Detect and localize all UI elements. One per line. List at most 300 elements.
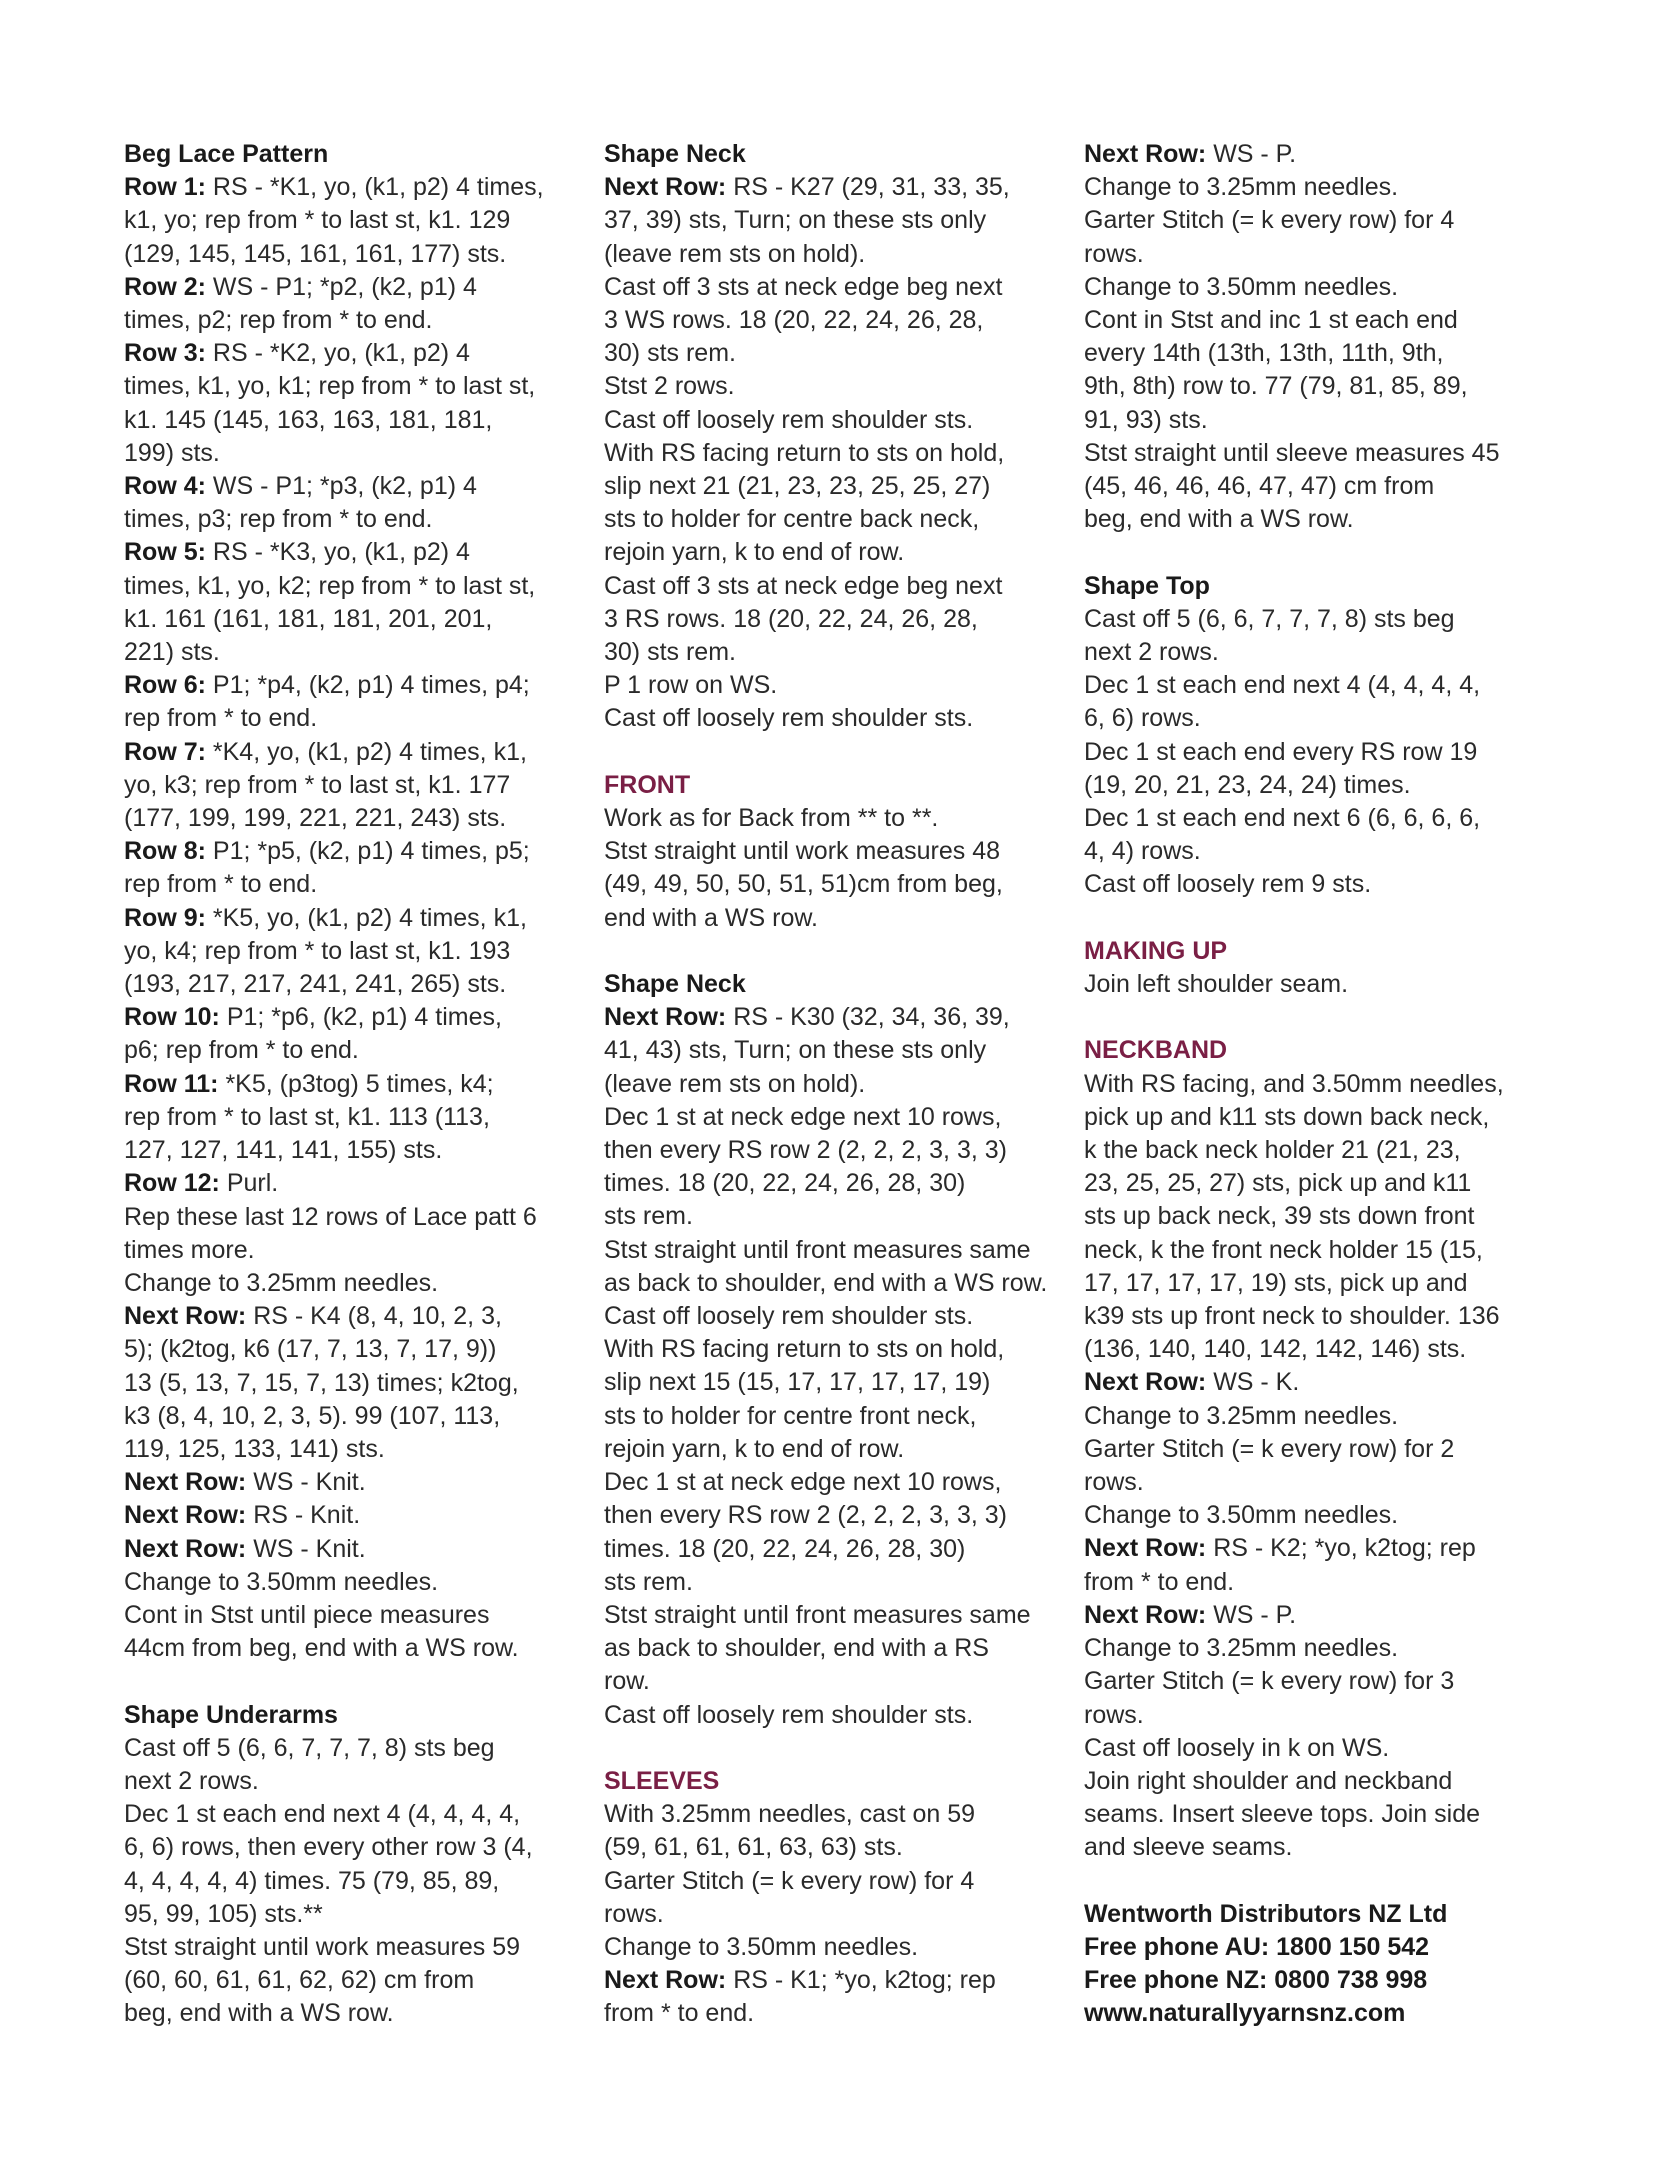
instruction-line	[124, 1599, 590, 1632]
row-text: Stst straight until sleeve measures 45	[1084, 438, 1500, 467]
row-label: Next Row:	[604, 1003, 727, 1032]
instruction-line	[1084, 669, 1550, 702]
spacer	[604, 736, 1070, 769]
row-label: Row 1:	[124, 173, 206, 202]
spacer	[1084, 902, 1550, 935]
instruction-line	[604, 1997, 1070, 2030]
instruction-line	[604, 1134, 1070, 1167]
instruction-line	[604, 238, 1070, 271]
row-text: Garter Stitch (= k every row) for 3	[1084, 1667, 1455, 1696]
row-text: 119, 125, 133, 141) sts.	[124, 1434, 385, 1463]
row-text: sts to holder for centre back neck,	[604, 505, 980, 534]
row-text: *K5, (p3tog) 5 times, k4;	[225, 1069, 494, 1098]
row-text: Dec 1 st at neck edge next 10 rows,	[604, 1468, 1002, 1497]
row-text: With 3.25mm needles, cast on 59	[604, 1800, 976, 1829]
instruction-line	[604, 1433, 1070, 1466]
instruction-line	[124, 1068, 590, 1101]
row-label: Row 12:	[124, 1169, 220, 1198]
spacer	[1084, 1865, 1550, 1898]
row-label: Next Row:	[604, 173, 727, 202]
instruction-line	[604, 1699, 1070, 1732]
instruction-line	[604, 1566, 1070, 1599]
row-text: sts to holder for centre front neck,	[604, 1401, 977, 1430]
instruction-line	[1084, 1632, 1550, 1665]
row-text: beg, end with a WS row.	[1084, 505, 1354, 534]
row-text: RS - K27 (29, 31, 33, 35,	[733, 173, 1010, 202]
instruction-line	[604, 1931, 1070, 1964]
row-text: as back to shoulder, end with a WS row.	[604, 1268, 1048, 1297]
row-text: 199) sts.	[124, 438, 220, 467]
instruction-line	[124, 304, 590, 337]
instruction-line	[1084, 702, 1550, 735]
row-text: every 14th (13th, 13th, 11th, 9th,	[1084, 339, 1444, 368]
row-text: 41, 43) sts, Turn; on these sts only	[604, 1036, 987, 1065]
row-text: Garter Stitch (= k every row) for 2	[1084, 1434, 1455, 1463]
underarm-rows	[124, 1732, 590, 2031]
instruction-line	[604, 470, 1070, 503]
row-text: *K4, yo, (k1, p2) 4 times, k1,	[212, 737, 527, 766]
instruction-line	[604, 1200, 1070, 1233]
spacer	[124, 1665, 590, 1698]
instruction-line	[604, 1333, 1070, 1366]
row-text: (leave rem sts on hold).	[604, 239, 866, 268]
row-text: k3 (8, 4, 10, 2, 3, 5). 99 (107, 113,	[124, 1401, 501, 1430]
instruction-line	[604, 1001, 1070, 1034]
row-text: slip next 15 (15, 17, 17, 17, 17, 19)	[604, 1368, 991, 1397]
row-label: Row 11:	[124, 1069, 219, 1098]
instruction-line	[124, 736, 590, 769]
instruction-line	[124, 437, 590, 470]
row-label: Next Row:	[1084, 140, 1207, 168]
row-label: Next Row:	[1084, 1368, 1207, 1397]
row-text: WS - P.	[1213, 140, 1297, 168]
row-text: (177, 199, 199, 221, 221, 243) sts.	[124, 804, 507, 833]
row-text: rows.	[1084, 239, 1144, 268]
instruction-line	[604, 1068, 1070, 1101]
instruction-line	[124, 1865, 590, 1898]
row-text: With RS facing return to sts on hold,	[604, 1335, 1005, 1364]
row-text: Garter Stitch (= k every row) for 4	[604, 1866, 975, 1895]
row-text: neck, k the front neck holder 15 (15,	[1084, 1235, 1483, 1264]
row-text: k1. 161 (161, 181, 181, 201, 201,	[124, 604, 493, 633]
instruction-line	[604, 1234, 1070, 1267]
instruction-line	[1084, 1798, 1550, 1831]
row-text: rep from * to end.	[124, 704, 318, 733]
footer-website-link[interactable]: www.naturallyyarnsnz.com	[1084, 1999, 1406, 2028]
row-label: Next Row:	[604, 1966, 727, 1995]
row-text: Dec 1 st each end next 6 (6, 6, 6, 6,	[1084, 804, 1481, 833]
instruction-line	[604, 171, 1070, 204]
footer-phone-nz: Free phone NZ: 0800 738 998	[1084, 1966, 1428, 1995]
row-label: Row 7:	[124, 737, 206, 766]
row-text: P1; *p6, (k2, p1) 4 times,	[226, 1003, 502, 1032]
instruction-line	[604, 1400, 1070, 1433]
instruction-line	[124, 503, 590, 536]
row-text: RS - K30 (32, 34, 36, 39,	[733, 1003, 1010, 1032]
row-text: Work as for Back from ** to **.	[604, 804, 939, 833]
row-text: 30) sts rem.	[604, 339, 736, 368]
row-text: end with a WS row.	[604, 903, 818, 932]
instruction-line	[604, 1798, 1070, 1831]
instruction-line	[604, 1898, 1070, 1931]
row-label: Row 8:	[124, 837, 206, 866]
instruction-line	[124, 271, 590, 304]
row-text: 4, 4) rows.	[1084, 837, 1201, 866]
row-text: rep from * to end.	[124, 870, 318, 899]
row-text: and sleeve seams.	[1084, 1833, 1293, 1862]
instruction-line	[124, 238, 590, 271]
instruction-line	[1084, 736, 1550, 769]
row-text: (59, 61, 61, 61, 63, 63) sts.	[604, 1833, 903, 1862]
row-text: times more.	[124, 1235, 255, 1264]
row-text: Change to 3.25mm needles.	[1084, 173, 1399, 202]
instruction-line	[124, 570, 590, 603]
row-label: Row 6:	[124, 671, 206, 700]
row-text: next 2 rows.	[1084, 638, 1219, 667]
instruction-line	[1084, 171, 1550, 204]
row-text: Change to 3.50mm needles.	[1084, 1501, 1399, 1530]
instruction-line	[1084, 1665, 1550, 1698]
instruction-line	[604, 1167, 1070, 1200]
back-neck-rows	[604, 171, 1070, 735]
instruction-line	[1084, 636, 1550, 669]
footer-phone-au: Free phone AU: 1800 150 542	[1084, 1932, 1430, 1961]
row-text: RS - *K1, yo, (k1, p2) 4 times,	[212, 173, 544, 202]
row-text: Stst 2 rows.	[604, 372, 735, 401]
instruction-line	[1084, 204, 1550, 237]
instruction-line	[124, 1333, 590, 1366]
instruction-line	[124, 204, 590, 237]
instruction-line	[604, 1499, 1070, 1532]
row-text: 23, 25, 25, 27) sts, pick up and k11	[1084, 1169, 1472, 1198]
instruction-line	[124, 702, 590, 735]
instruction-line	[1084, 1831, 1550, 1864]
row-text: times, k1, yo, k1; rep from * to last st,	[124, 372, 536, 401]
instruction-line	[604, 404, 1070, 437]
row-text: as back to shoulder, end with a RS	[604, 1634, 989, 1663]
instruction-line	[124, 1566, 590, 1599]
heading-beg-lace-pattern: Beg Lace Pattern	[124, 140, 329, 168]
row-label: Next Row:	[124, 1534, 247, 1563]
row-text: rejoin yarn, k to end of row.	[604, 1434, 905, 1463]
heading-shape-neck-front: Shape Neck	[604, 970, 746, 999]
instruction-line	[1084, 1466, 1550, 1499]
row-text: k39 sts up front neck to shoulder. 136	[1084, 1302, 1500, 1331]
row-text: Change to 3.25mm needles.	[1084, 1401, 1399, 1430]
instruction-line	[604, 1267, 1070, 1300]
row-label: Next Row:	[1084, 1534, 1207, 1563]
row-label: Row 9:	[124, 903, 206, 932]
instruction-line	[1084, 304, 1550, 337]
sleeve-cont-rows	[1084, 138, 1550, 536]
row-text: 5); (k2tog, k6 (17, 7, 13, 7, 17, 9))	[124, 1335, 497, 1364]
instruction-line	[1084, 1433, 1550, 1466]
instruction-line	[1084, 1234, 1550, 1267]
instruction-line	[1084, 1134, 1550, 1167]
row-text: Change to 3.50mm needles.	[1084, 272, 1399, 301]
row-text: seams. Insert sleeve tops. Join side	[1084, 1800, 1481, 1829]
row-text: Join right shoulder and neckband	[1084, 1766, 1453, 1795]
row-text: times. 18 (20, 22, 24, 26, 28, 30)	[604, 1534, 966, 1563]
row-label: Next Row:	[124, 1468, 247, 1497]
row-text: times. 18 (20, 22, 24, 26, 28, 30)	[604, 1169, 966, 1198]
instruction-line	[604, 603, 1070, 636]
row-text: 17, 17, 17, 17, 19) sts, pick up and	[1084, 1268, 1468, 1297]
instruction-line	[124, 1101, 590, 1134]
instruction-line	[604, 437, 1070, 470]
row-text: Cast off loosely rem shoulder sts.	[604, 1700, 974, 1729]
row-text: 9th, 8th) row to. 77 (79, 81, 85, 89,	[1084, 372, 1468, 401]
row-text: Dec 1 st each end next 4 (4, 4, 4, 4,	[124, 1800, 521, 1829]
instruction-line	[124, 1798, 590, 1831]
row-text: then every RS row 2 (2, 2, 2, 3, 3, 3)	[604, 1501, 1007, 1530]
instruction-line	[1084, 1167, 1550, 1200]
sleeve-rows	[604, 1798, 1070, 2030]
instruction-line	[124, 1499, 590, 1532]
row-text: beg, end with a WS row.	[124, 1999, 394, 2028]
instruction-line	[124, 636, 590, 669]
instruction-line	[124, 835, 590, 868]
row-text: Dec 1 st each end every RS row 19	[1084, 737, 1478, 766]
instruction-line	[1084, 1400, 1550, 1433]
instruction-line	[1084, 404, 1550, 437]
row-text: 3 WS rows. 18 (20, 22, 24, 26, 28,	[604, 306, 984, 335]
row-text: P1; *p5, (k2, p1) 4 times, p5;	[212, 837, 530, 866]
row-text: (49, 49, 50, 50, 51, 51)cm from beg,	[604, 870, 1003, 899]
instruction-line	[1084, 603, 1550, 636]
row-text: 127, 127, 141, 141, 155) sts.	[124, 1136, 443, 1165]
row-text: row.	[604, 1667, 650, 1696]
row-text: yo, k3; rep from * to last st, k1. 177	[124, 770, 511, 799]
instruction-line	[1084, 1068, 1550, 1101]
row-text: Dec 1 st each end next 4 (4, 4, 4, 4,	[1084, 671, 1481, 700]
row-text: WS - P1; *p2, (k2, p1) 4	[212, 272, 477, 301]
instruction-line	[1084, 1101, 1550, 1134]
row-text: 3 RS rows. 18 (20, 22, 24, 26, 28,	[604, 604, 978, 633]
shape-top-rows	[1084, 603, 1550, 902]
instruction-line	[604, 1599, 1070, 1632]
column-3	[1084, 138, 1550, 2031]
instruction-line	[604, 636, 1070, 669]
row-text: Cont in Stst until piece measures	[124, 1600, 490, 1629]
row-text: RS - K1; *yo, k2tog; rep	[733, 1966, 996, 1995]
instruction-line	[604, 1831, 1070, 1864]
instruction-line	[1084, 1333, 1550, 1366]
instruction-line	[604, 802, 1070, 835]
instruction-line	[604, 204, 1070, 237]
instruction-line	[124, 370, 590, 403]
row-text: 4, 4, 4, 4, 4) times. 75 (79, 85, 89,	[124, 1866, 500, 1895]
heading-shape-top: Shape Top	[1084, 571, 1210, 600]
row-text: then every RS row 2 (2, 2, 2, 3, 3, 3)	[604, 1136, 1007, 1165]
instruction-line	[1084, 470, 1550, 503]
row-text: RS - *K3, yo, (k1, p2) 4	[212, 538, 470, 567]
instruction-line	[124, 1931, 590, 1964]
footer-company: Wentworth Distributors NZ Ltd	[1084, 1899, 1448, 1928]
instruction-line	[1084, 1267, 1550, 1300]
row-text: Change to 3.25mm needles.	[124, 1268, 439, 1297]
instruction-line	[604, 271, 1070, 304]
instruction-line	[124, 1466, 590, 1499]
row-text: next 2 rows.	[124, 1766, 259, 1795]
row-label: Row 3:	[124, 339, 206, 368]
instruction-line	[1084, 1765, 1550, 1798]
row-text: Stst straight until work measures 48	[604, 837, 1000, 866]
instruction-line	[604, 868, 1070, 901]
row-text: Change to 3.50mm needles.	[124, 1567, 439, 1596]
row-text: Cast off 5 (6, 6, 7, 7, 7, 8) sts beg	[124, 1733, 495, 1762]
row-text: Cast off loosely in k on WS.	[1084, 1733, 1390, 1762]
instruction-line	[1084, 1300, 1550, 1333]
row-text: Cast off 3 sts at neck edge beg next	[604, 272, 1003, 301]
instruction-line	[124, 171, 590, 204]
row-text: Cont in Stst and inc 1 st each end	[1084, 306, 1458, 335]
row-text: Cast off loosely rem shoulder sts.	[604, 405, 974, 434]
front-neck-rows	[604, 1001, 1070, 1731]
row-text: sts up back neck, 39 sts down front	[1084, 1202, 1475, 1231]
row-text: 44cm from beg, end with a WS row.	[124, 1634, 519, 1663]
row-text: Stst straight until front measures same	[604, 1235, 1031, 1264]
instruction-line	[604, 1034, 1070, 1067]
instruction-line	[124, 1367, 590, 1400]
row-text: Rep these last 12 rows of Lace patt 6	[124, 1202, 537, 1231]
instruction-line	[124, 802, 590, 835]
row-label: Row 2:	[124, 272, 206, 301]
row-text: Change to 3.25mm needles.	[1084, 1634, 1399, 1663]
instruction-line	[124, 669, 590, 702]
row-text: With RS facing return to sts on hold,	[604, 438, 1005, 467]
row-text: k1, yo; rep from * to last st, k1. 129	[124, 206, 511, 235]
row-text: k the back neck holder 21 (21, 23,	[1084, 1136, 1461, 1165]
row-text: P 1 row on WS.	[604, 671, 778, 700]
instruction-line	[124, 769, 590, 802]
row-text: Purl.	[226, 1169, 279, 1198]
instruction-line	[1084, 437, 1550, 470]
row-text: rejoin yarn, k to end of row.	[604, 538, 905, 567]
instruction-line	[604, 835, 1070, 868]
row-text: Cast off loosely rem shoulder sts.	[604, 1302, 974, 1331]
instruction-line	[604, 304, 1070, 337]
instruction-line	[124, 935, 590, 968]
instruction-line	[1084, 271, 1550, 304]
instruction-line	[124, 603, 590, 636]
instruction-line	[604, 1300, 1070, 1333]
instruction-line	[124, 968, 590, 1001]
row-text: (136, 140, 140, 142, 142, 146) sts.	[1084, 1335, 1467, 1364]
instruction-line	[124, 1300, 590, 1333]
spacer	[604, 935, 1070, 968]
row-text: 37, 39) sts, Turn; on these sts only	[604, 206, 987, 235]
instruction-line	[124, 470, 590, 503]
instruction-line	[1084, 1699, 1550, 1732]
row-text: k1. 145 (145, 163, 163, 181, 181,	[124, 405, 493, 434]
row-text: 13 (5, 13, 7, 15, 7, 13) times; k2tog,	[124, 1368, 519, 1397]
heading-shape-neck-back: Shape Neck	[604, 140, 746, 168]
instruction-line	[604, 570, 1070, 603]
row-text: WS - Knit.	[253, 1468, 366, 1497]
instruction-line	[604, 1533, 1070, 1566]
instruction-line	[124, 1831, 590, 1864]
spacer	[604, 1732, 1070, 1765]
row-text: p6; rep from * to end.	[124, 1036, 359, 1065]
instruction-line	[1084, 835, 1550, 868]
row-text: *K5, yo, (k1, p2) 4 times, k1,	[212, 903, 527, 932]
row-text: times, p3; rep from * to end.	[124, 505, 433, 534]
instruction-line	[124, 1134, 590, 1167]
instruction-line	[124, 1234, 590, 1267]
instruction-line	[1084, 968, 1550, 1001]
instruction-line	[604, 1466, 1070, 1499]
row-text: times, p2; rep from * to end.	[124, 306, 433, 335]
section-front: FRONT	[604, 770, 691, 799]
row-text: 221) sts.	[124, 638, 220, 667]
row-text: times, k1, yo, k2; rep from * to last st,	[124, 571, 536, 600]
instruction-line	[124, 536, 590, 569]
instruction-line	[604, 702, 1070, 735]
row-text: Cast off loosely rem shoulder sts.	[604, 704, 974, 733]
instruction-line	[604, 669, 1070, 702]
instruction-line	[1084, 1532, 1550, 1565]
row-text: 6, 6) rows, then every other row 3 (4,	[124, 1833, 533, 1862]
row-label: Row 4:	[124, 472, 206, 501]
instruction-line	[1084, 1366, 1550, 1399]
row-text: from * to end.	[1084, 1567, 1235, 1596]
instruction-line	[604, 1665, 1070, 1698]
instruction-line	[124, 1001, 590, 1034]
row-text: RS - Knit.	[253, 1501, 361, 1530]
instruction-line	[124, 1964, 590, 1997]
section-sleeves: SLEEVES	[604, 1766, 720, 1795]
row-text: P1; *p4, (k2, p1) 4 times, p4;	[212, 671, 530, 700]
row-text: yo, k4; rep from * to last st, k1. 193	[124, 936, 511, 965]
row-label: Next Row:	[124, 1302, 247, 1331]
row-text: rows.	[1084, 1468, 1144, 1497]
instruction-line	[124, 1997, 590, 2030]
row-text: sts rem.	[604, 1202, 693, 1231]
row-text: rows.	[1084, 1700, 1144, 1729]
instruction-line	[1084, 337, 1550, 370]
instruction-line	[124, 1765, 590, 1798]
row-text: rows.	[604, 1899, 664, 1928]
row-text: Cast off 5 (6, 6, 7, 7, 7, 8) sts beg	[1084, 604, 1455, 633]
instruction-line	[1084, 868, 1550, 901]
instruction-line	[1084, 1566, 1550, 1599]
instruction-line	[604, 1632, 1070, 1665]
row-text: RS - *K2, yo, (k1, p2) 4	[212, 339, 470, 368]
instruction-line	[1084, 769, 1550, 802]
column-2	[604, 138, 1070, 2031]
front-rows	[604, 802, 1070, 935]
instruction-line	[604, 1964, 1070, 1997]
row-text: 95, 99, 105) sts.**	[124, 1899, 323, 1928]
row-text: RS - K2; *yo, k2tog; rep	[1213, 1534, 1476, 1563]
instruction-line	[124, 404, 590, 437]
instruction-line	[604, 1865, 1070, 1898]
instruction-line	[124, 1201, 590, 1234]
row-text: With RS facing, and 3.50mm needles,	[1084, 1069, 1504, 1098]
spacer	[1084, 1001, 1550, 1034]
row-text: (19, 20, 21, 23, 24, 24) times.	[1084, 770, 1411, 799]
instruction-line	[124, 1400, 590, 1433]
instruction-line	[124, 1267, 590, 1300]
instruction-line	[1084, 238, 1550, 271]
lace-rows	[124, 171, 590, 1665]
instruction-line	[1084, 1499, 1550, 1532]
row-text: pick up and k11 sts down back neck,	[1084, 1102, 1490, 1131]
instruction-line	[1084, 1732, 1550, 1765]
instruction-line	[1084, 370, 1550, 403]
row-text: Change to 3.50mm needles.	[604, 1932, 919, 1961]
